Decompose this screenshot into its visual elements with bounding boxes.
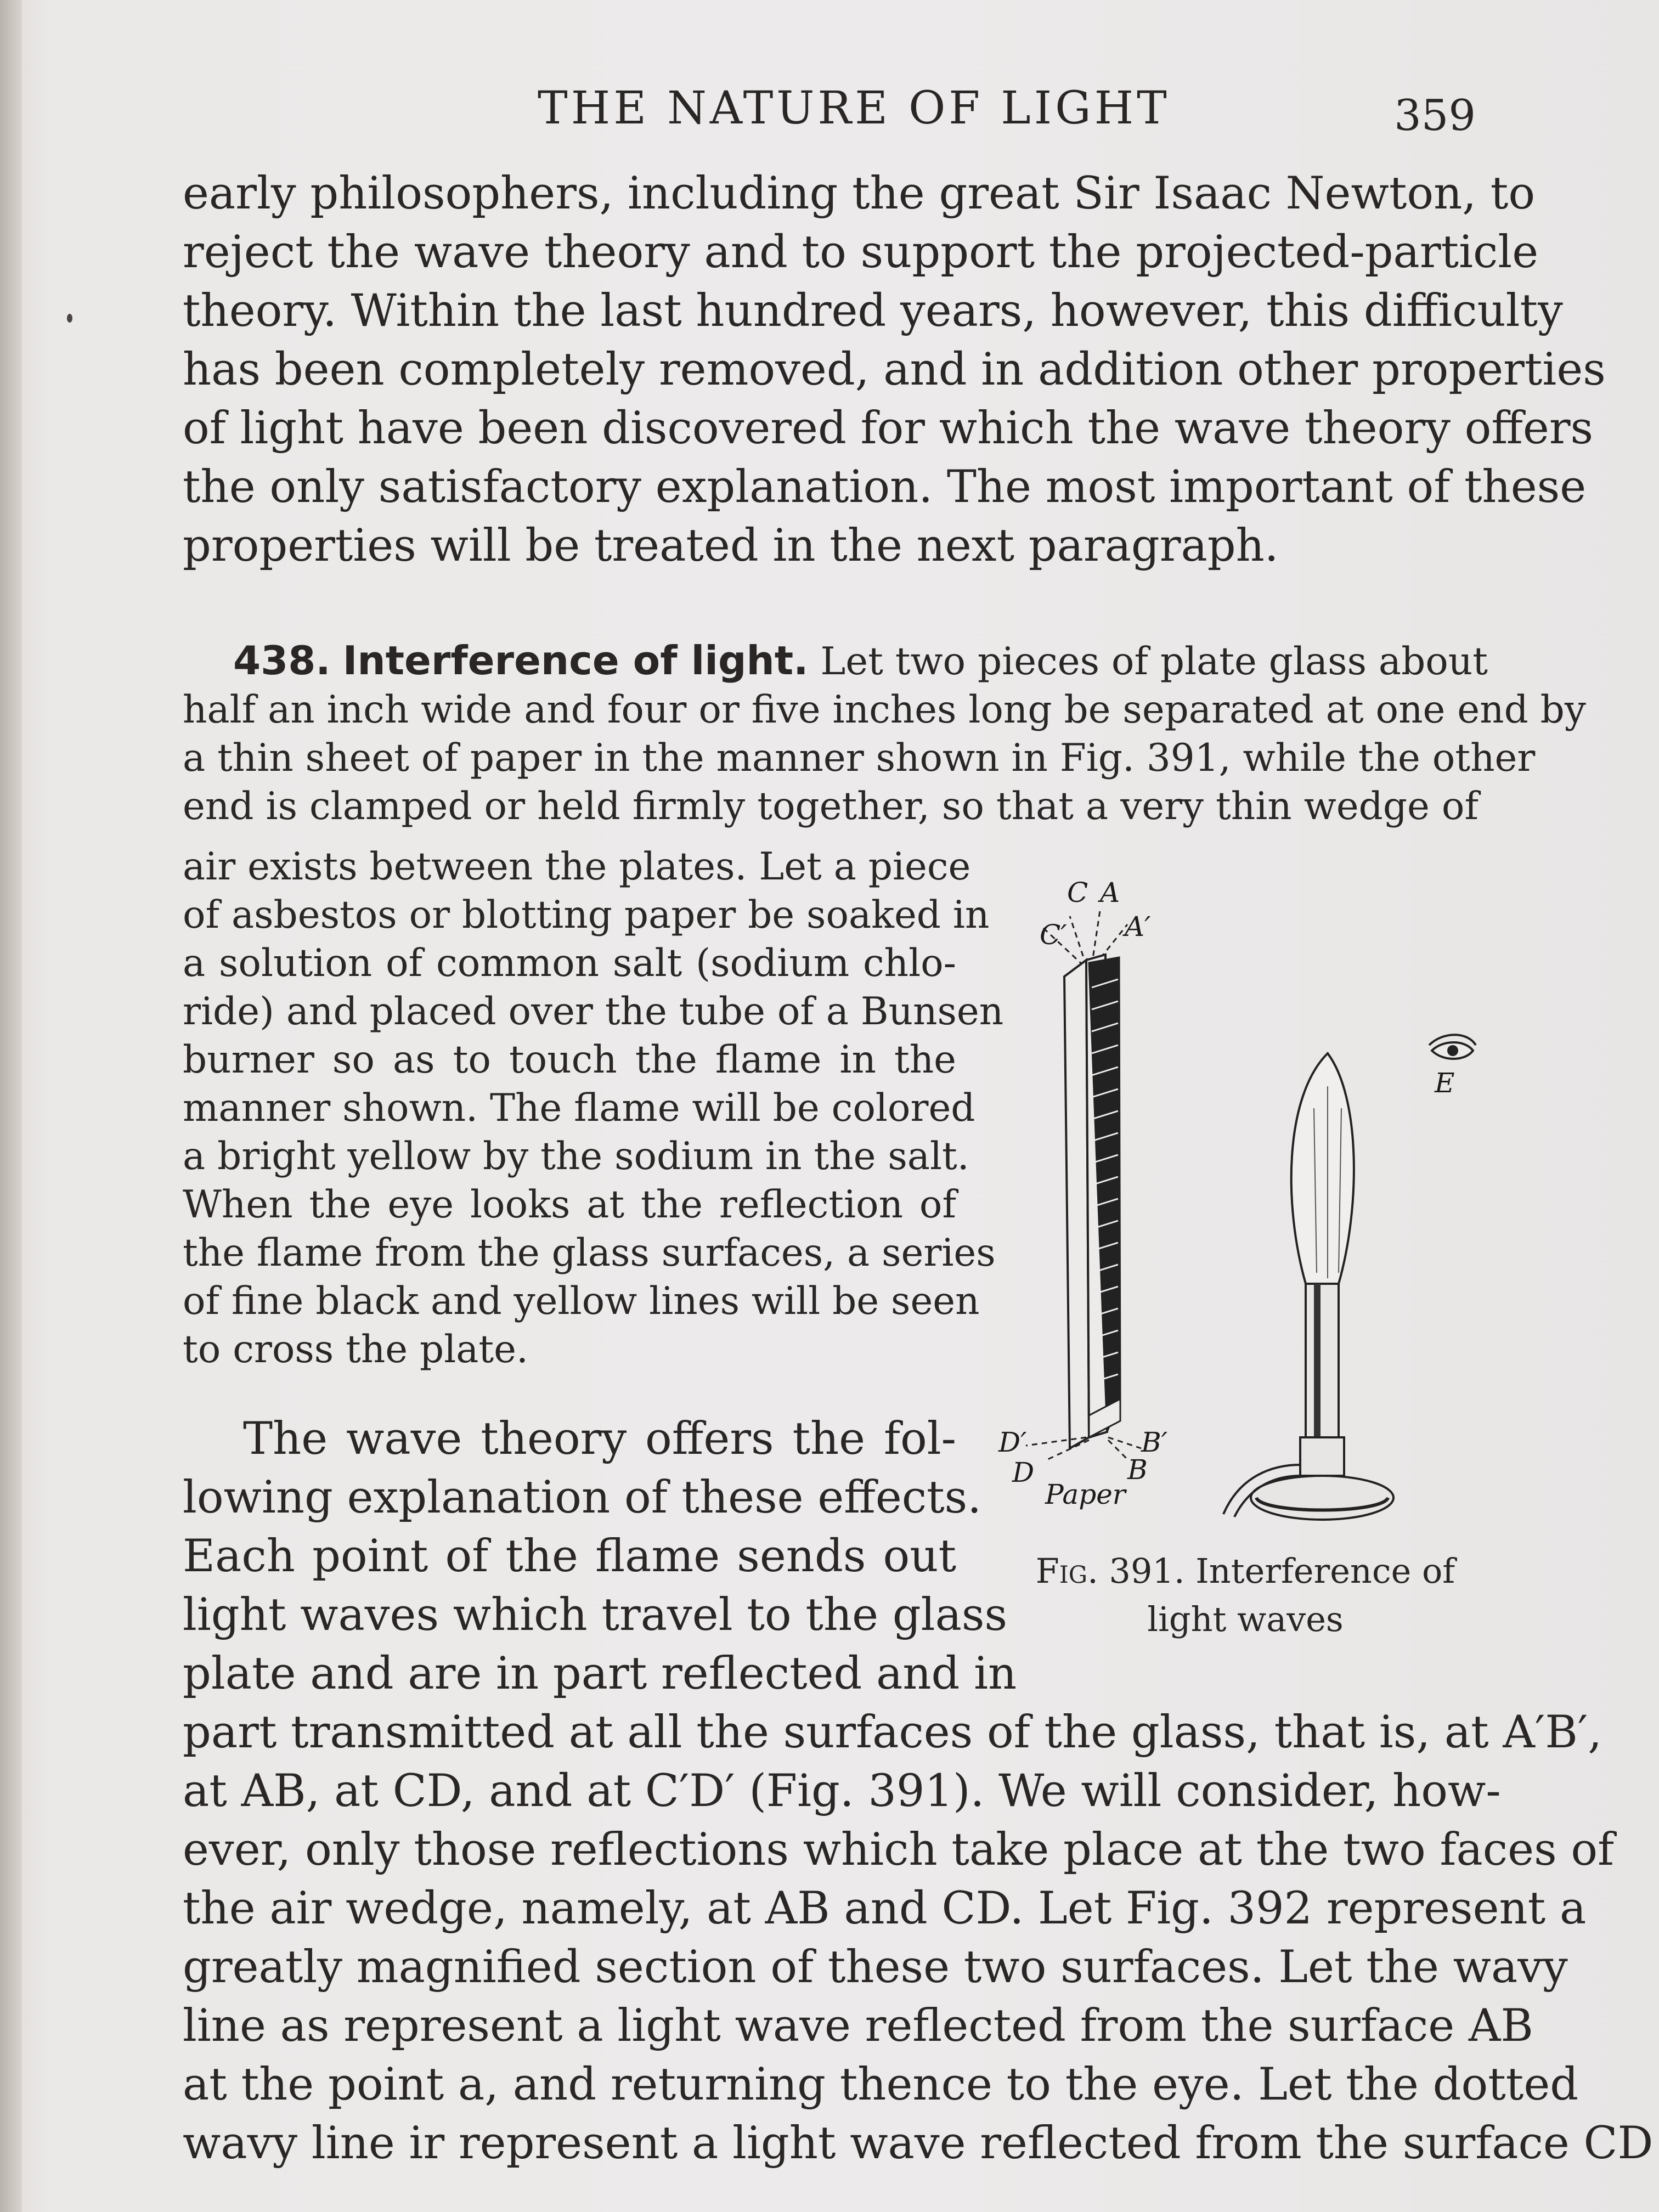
label-a: A: [1100, 877, 1120, 909]
text-line: When the eye looks at the reflection of: [183, 1183, 956, 1227]
text-line: a solution of common salt (sodium chlo-: [183, 941, 956, 985]
interference-diagram: [977, 867, 1492, 1547]
label-d: D: [1012, 1457, 1035, 1488]
text-line: the only satisfactory explanation. The most important of these: [183, 461, 1587, 513]
text-line: burner so as to touch the flame in the: [183, 1038, 956, 1082]
text-line: lowing explanation of these effects.: [183, 1472, 981, 1523]
text-line: reject the wave theory and to support the projected-particle: [183, 227, 1539, 278]
page-edge-shadow: [0, 0, 22, 2212]
text-line: greatly magnified section of these two surfaces. Let the wavy: [183, 1942, 1568, 1993]
margin-mark: [67, 314, 72, 323]
text-line: plate and are in part reflected and in: [183, 1648, 1017, 1700]
text-line: air exists between the plates. Let a piece: [183, 845, 971, 889]
running-head: [181, 82, 1476, 143]
text-line: at the point a, and returning thence to the eye. Let the dotted: [183, 2059, 1579, 2111]
text-line: early philosophers, including the great Sir Isaac Newton, to: [183, 168, 1536, 219]
text-line: Each point of the flame sends out: [183, 1531, 956, 1582]
text-line: of light have been discovered for which the wave theory offers: [183, 403, 1594, 454]
text-line: ride) and placed over the tube of a Bunsen: [183, 990, 1004, 1034]
text-line: end is clamped or held firmly together, so that a very thin wedge of: [183, 785, 1479, 828]
text-line: the air wedge, namely, at AB and CD. Let Fig. 392 represent a: [183, 1883, 1587, 1934]
section-438: [183, 636, 1586, 831]
text-line: a thin sheet of paper in the manner shown in Fig. 391, while the other: [183, 736, 1536, 780]
section-438-narrow: [183, 843, 1004, 1374]
text-line: has been completely removed, and in addition other properties: [183, 344, 1606, 396]
section-heading-line: [183, 636, 1488, 686]
text-line: of fine black and yellow lines will be seen: [183, 1279, 980, 1323]
label-c: C: [1067, 877, 1088, 909]
text-line: manner shown. The flame will be colored: [183, 1086, 975, 1130]
text-line: at AB, at CD, and at C′D′ (Fig. 391). We will consider, how-: [183, 1765, 1501, 1817]
caption-figure-number: Fig. 391.: [1035, 1551, 1185, 1591]
text-line: line as represent a light wave reflected from the surface AB: [183, 2000, 1533, 2052]
text-line: theory. Within the last hundred years, however, this difficulty: [183, 285, 1563, 337]
text-line: the flame from the glass surfaces, a series: [183, 1231, 996, 1275]
label-d-prime: D′: [998, 1426, 1027, 1458]
caption-line-1: [1009, 1547, 1481, 1595]
text-line: The wave theory offers the fol-: [243, 1413, 956, 1465]
page-number: 359: [1394, 91, 1476, 140]
text-line: to cross the plate.: [183, 1328, 528, 1372]
text-line: wavy line ir represent a light wave reflected from the surface CD: [183, 2118, 1654, 2169]
eye-icon: [1429, 1035, 1476, 1059]
caption-text-1: Interference of: [1195, 1551, 1455, 1591]
section-first-line-text: Let two pieces of plate glass about: [820, 640, 1488, 684]
figure-391: [977, 867, 1492, 1547]
text-line: a bright yellow by the sodium in the salt.: [183, 1135, 969, 1178]
figure-caption: [1009, 1547, 1481, 1644]
section-number: 438.: [233, 637, 331, 684]
label-c-prime: C′: [1040, 919, 1067, 951]
label-paper: Paper: [1045, 1479, 1126, 1510]
label-a-prime: A′: [1125, 911, 1151, 943]
text-line: of asbestos or blotting paper be soaked in: [183, 893, 990, 937]
running-title: THE NATURE OF LIGHT: [538, 82, 1170, 134]
text-line: ever, only those reflections which take place at the two faces of: [183, 1824, 1615, 1876]
label-b-prime: B′: [1141, 1426, 1168, 1458]
text-line: light waves which travel to the glass: [183, 1589, 1008, 1641]
text-line: properties will be treated in the next paragraph.: [183, 520, 1279, 572]
section-title: Interference of light.: [342, 637, 809, 684]
paragraph-1: [183, 165, 1606, 575]
label-e: E: [1435, 1067, 1455, 1099]
caption-text-2: light waves: [1147, 1599, 1344, 1639]
text-line: half an inch wide and four or five inches long be separated at one end by: [183, 688, 1586, 732]
paragraph-3-full: [183, 1703, 1654, 2173]
text-line: part transmitted at all the surfaces of the glass, that is, at A′B′,: [183, 1707, 1602, 1758]
label-b: B: [1127, 1454, 1148, 1486]
paragraph-3-narrow: [183, 1410, 1017, 1703]
